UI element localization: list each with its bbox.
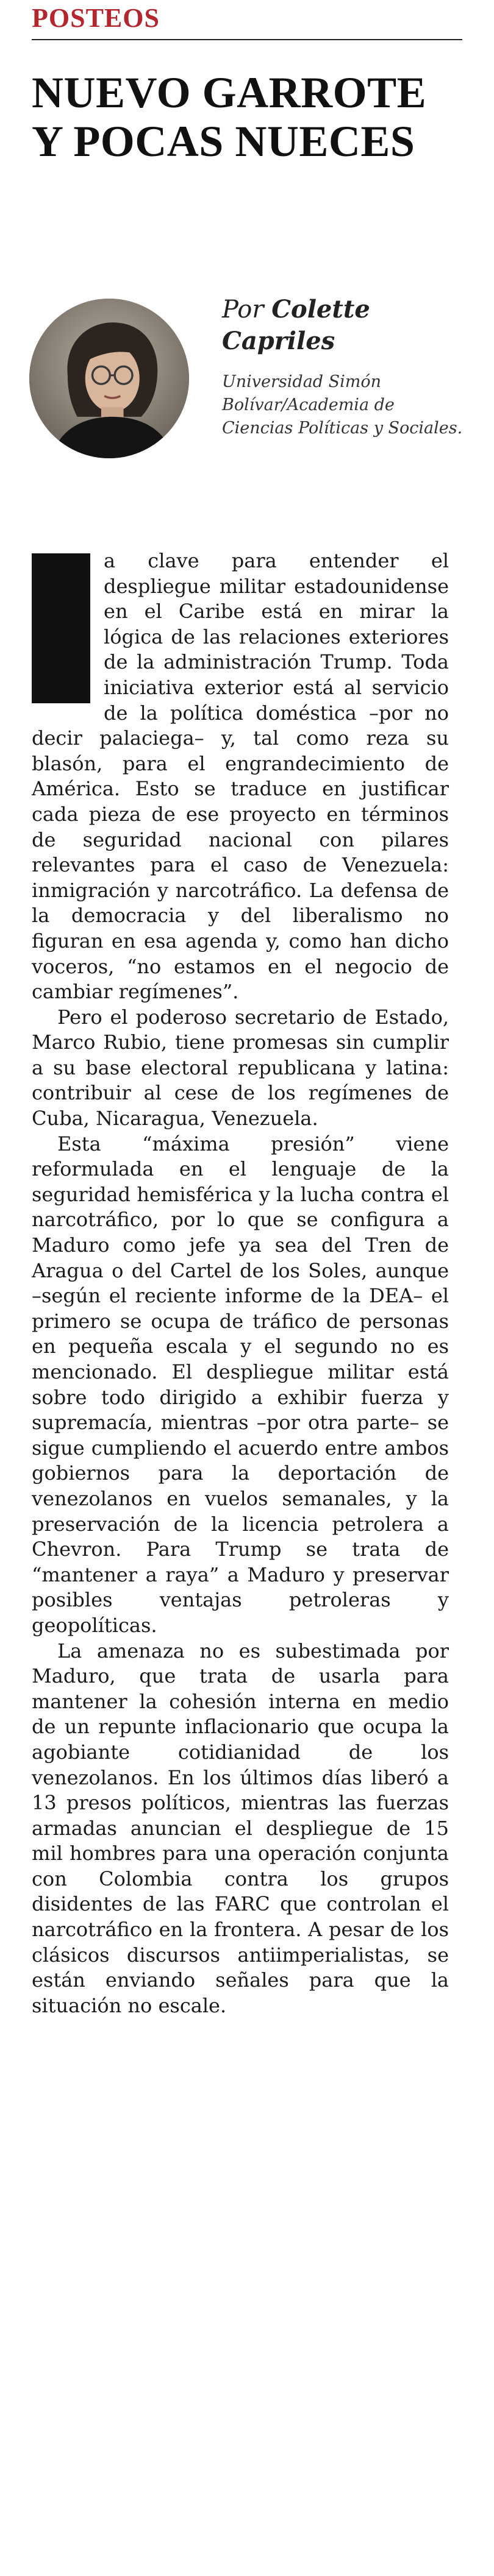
paragraph-1 bbox=[32, 548, 449, 1005]
headline-line-1: NUEVO GARROTE bbox=[32, 68, 427, 117]
author-name: Colette Capriles bbox=[222, 295, 370, 355]
byline bbox=[222, 294, 466, 440]
headline bbox=[32, 68, 471, 166]
author-photo bbox=[29, 299, 189, 458]
author-affiliation: Universidad Simón Bolívar/Academia de Ciencias Políticas y Sociales. bbox=[222, 372, 463, 438]
section-label: POSTEOS bbox=[32, 3, 160, 33]
headline-line-2: Y POCAS NUECES bbox=[32, 117, 415, 166]
author-prefix: Por bbox=[222, 296, 264, 324]
paragraph-3: Esta “máxima presión” viene reformulada en el lenguaje de la seguridad hemisférica y la lucha contra el narcotráfico, por lo que se configura a Maduro como jefe ya sea del Tren de Aragua o del Cartel de los Soles, aunque –según el reciente informe de la DEA– el primero se ocupa de tráfico de personas en pequeña escala y el segundo no es mencionado. El despliegue militar está sobre todo dirigido a exhibir fuerza y supremacía, mientras –por otra parte– se sigue cumpliendo el acuerdo entre ambos gobiernos para la deportación de venezolanos en vuelos semanales, y la preservación de la licencia petrolera a Chevron. Para Trump se trata de “mantener a raya” a Maduro y preservar posibles ventajas petroleras y geopolíticas. bbox=[32, 1132, 449, 1637]
paragraph-4: La amenaza no es subestimada por Maduro, que trata de usarla para mantener la cohesión interna en medio de un repunte inflacionario que ocupa la agobiante cotidianidad de los venezolanos. En los últimos días liberó a 13 presos políticos, mientras las fuerzas armadas anuncian el despliegue de 15 mil hombres para una operación conjunta con Colombia contra los grupos disidentes de las FARC que controlan el narcotráfico en la frontera. A pesar de los clásicos discursos antiimperialistas, se están enviando señales para que la situación no escale. bbox=[32, 1639, 449, 2017]
author-portrait-illustration bbox=[29, 299, 189, 458]
section-divider bbox=[32, 39, 462, 40]
paragraph-1-text: a clave para entender el despliegue militar estadounidense en el Caribe está en mirar la lógica de las relaciones exteriores de la administración Trump. Toda iniciativa exterior está al servicio de la política doméstica –por no decir palaciega– y, tal como reza su blasón, para el engrandecimiento de América. Esto se traduce en justificar cada pieza de ese proyecto en términos de seguridad nacional con pilares relevantes para el caso de Venezuela: inmigración y narcotráfico. La defensa de la democracia y del liberalismo no figuran en esa agenda y, como han dicho voceros, “no estamos en el negocio de cambiar regímenes”. bbox=[32, 549, 449, 1004]
drop-cap-block bbox=[32, 553, 90, 703]
article-body bbox=[32, 548, 449, 2018]
paragraph-2: Pero el poderoso secretario de Estado, Marco Rubio, tiene promesas sin cumplir a su base electoral republicana y latina: contribuir al cese de los regímenes de Cuba, Nicaragua, Venezuela. bbox=[32, 1005, 449, 1130]
author-name-line bbox=[222, 294, 466, 357]
